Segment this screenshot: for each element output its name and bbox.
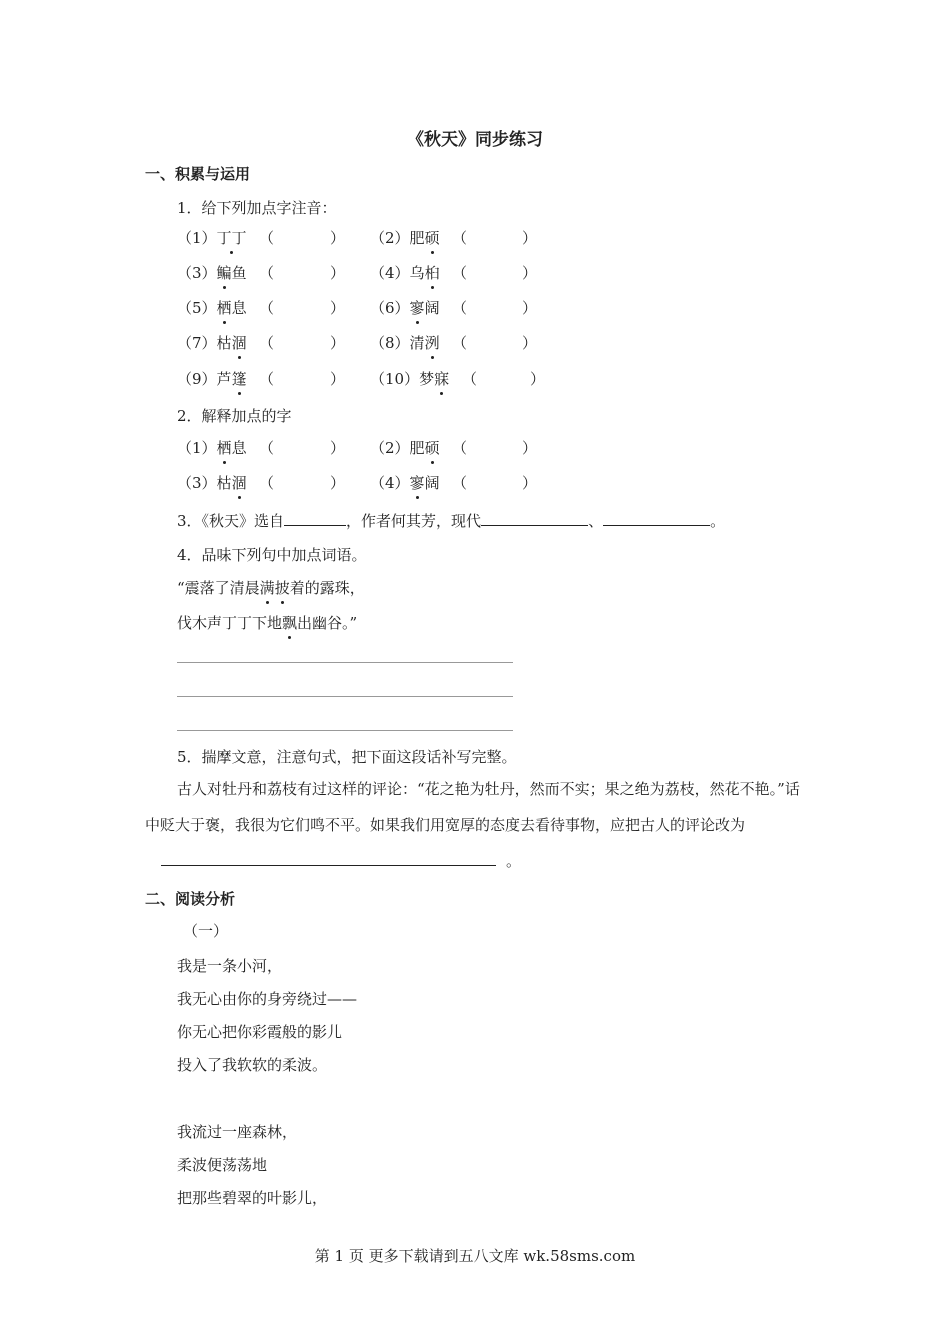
q4-l2-c: 出幽谷。” bbox=[297, 614, 358, 632]
poem-line: 把那些碧翠的叶影儿， bbox=[177, 1189, 328, 1207]
item-dotted-char: 涸 bbox=[231, 474, 247, 492]
item-text: 清 bbox=[409, 334, 425, 352]
q5-paragraph-text: 古人对牡丹和荔枝有过这样的评论：“花之艳为牡丹，然而不实；果之绝为荔枝，然花不艳。”话中贬大于褒，我很为它们鸣不平。如果我们用宽厚的态度去看待事物，应把古人的评论改为 bbox=[145, 780, 800, 834]
answer-paren-close: ） bbox=[330, 229, 346, 247]
q3-text-b: ，作者何其芳，现代 bbox=[346, 512, 482, 530]
pinyin-item bbox=[370, 297, 440, 318]
item-text: 鱼 bbox=[231, 264, 247, 282]
answer-paren-open: （ bbox=[259, 439, 275, 457]
q4-l1-d: 着的露珠， bbox=[289, 579, 365, 597]
q2-prompt: 2．解释加点的字 bbox=[177, 407, 292, 425]
item-text: 枯 bbox=[216, 334, 232, 352]
answer-paren-open: （ bbox=[259, 299, 275, 317]
item-dotted-char: 寥 bbox=[409, 474, 425, 492]
answer-paren-open: （ bbox=[452, 299, 468, 317]
answer-paren-open: （ bbox=[452, 229, 468, 247]
item-dotted-char: 硕 bbox=[424, 229, 440, 247]
q4-quote-line-1 bbox=[177, 577, 365, 598]
q4-l2-a: 伐木声丁丁下地 bbox=[177, 614, 283, 632]
q3-line bbox=[177, 510, 725, 531]
section-heading-2: 二、阅读分析 bbox=[145, 890, 236, 908]
pinyin-item bbox=[177, 262, 247, 283]
page-footer: 第 1 页 更多下载请到五八文库 wk.58sms.com bbox=[314, 1247, 636, 1265]
answer-paren-close: ） bbox=[522, 229, 538, 247]
answer-paren-close: ） bbox=[330, 334, 346, 352]
q4-dotted-pi: 披 bbox=[274, 579, 290, 597]
q3-text-d: 。 bbox=[710, 512, 726, 530]
answer-paren-open: （ bbox=[259, 370, 275, 388]
answer-paren-close: ） bbox=[330, 299, 346, 317]
item-number: （2） bbox=[370, 229, 410, 247]
answer-line-1[interactable] bbox=[177, 662, 513, 663]
pinyin-item bbox=[177, 297, 247, 318]
q3-blank-1[interactable] bbox=[481, 511, 588, 526]
poem-line: 我是一条小河， bbox=[177, 957, 283, 975]
item-text: 乌 bbox=[409, 264, 425, 282]
answer-slot[interactable] bbox=[470, 297, 522, 317]
section-heading-1: 一、积累与运用 bbox=[145, 165, 251, 183]
answer-paren-open: （ bbox=[259, 264, 275, 282]
item-dotted-char: 栖 bbox=[216, 439, 232, 457]
poem-line: 投入了我软软的柔波。 bbox=[177, 1056, 328, 1074]
item-number: （4） bbox=[370, 264, 410, 282]
q3-text-c: 、 bbox=[588, 512, 604, 530]
pinyin-item bbox=[177, 368, 247, 389]
answer-paren-close: ） bbox=[330, 474, 346, 492]
q5-answer-blank[interactable] bbox=[161, 851, 496, 866]
q3-blank-2[interactable] bbox=[603, 511, 710, 526]
item-number: （10） bbox=[370, 370, 420, 388]
page-title: 《秋天》同步练习 bbox=[407, 130, 543, 150]
q4-quote-line-2 bbox=[177, 612, 357, 633]
q4-l1-a: “震落了清晨 bbox=[177, 579, 260, 597]
item-number: （5） bbox=[177, 299, 217, 317]
item-text: 息 bbox=[231, 299, 247, 317]
item-number: （1） bbox=[177, 439, 217, 457]
item-text: 枯 bbox=[216, 474, 232, 492]
item-text: 息 bbox=[231, 439, 247, 457]
answer-paren-close: ） bbox=[522, 264, 538, 282]
item-dotted-char: 桕 bbox=[424, 264, 440, 282]
item-text: 肥 bbox=[409, 439, 425, 457]
answer-slot[interactable] bbox=[277, 227, 329, 247]
pinyin-item bbox=[177, 227, 247, 248]
answer-slot[interactable] bbox=[277, 368, 329, 388]
answer-slot[interactable] bbox=[277, 472, 329, 492]
q1-prompt: 1．给下列加点字注音： bbox=[177, 199, 337, 217]
poem-line: 我无心由你的身旁绕过—— bbox=[177, 990, 358, 1008]
poem-line: 柔波便荡荡地 bbox=[177, 1156, 268, 1174]
item-number: （1） bbox=[177, 229, 217, 247]
item-dotted-char: 硕 bbox=[424, 439, 440, 457]
answer-slot[interactable] bbox=[277, 437, 329, 457]
item-dotted-char: 丁丁 bbox=[216, 229, 247, 247]
answer-paren-close: ） bbox=[530, 370, 546, 388]
q5-prompt: 5．揣摩文意，注意句式，把下面这段话补写完整。 bbox=[177, 748, 517, 766]
answer-slot[interactable] bbox=[277, 332, 329, 352]
pinyin-item bbox=[177, 332, 247, 353]
pinyin-item bbox=[177, 472, 247, 493]
q3-blank-source[interactable] bbox=[284, 511, 346, 526]
answer-slot[interactable] bbox=[470, 472, 522, 492]
answer-paren-close: ） bbox=[522, 334, 538, 352]
item-number: （7） bbox=[177, 334, 217, 352]
answer-slot[interactable] bbox=[277, 297, 329, 317]
answer-paren-open: （ bbox=[259, 229, 275, 247]
answer-line-3[interactable] bbox=[177, 730, 513, 731]
answer-paren-close: ） bbox=[522, 299, 538, 317]
item-text: 芦 bbox=[216, 370, 232, 388]
q4-prompt: 4．品味下列句中加点词语。 bbox=[177, 546, 367, 564]
item-text: 梦 bbox=[419, 370, 435, 388]
pinyin-item bbox=[370, 368, 449, 389]
item-dotted-char: 栖 bbox=[216, 299, 232, 317]
q4-dotted-man: 满 bbox=[259, 579, 275, 597]
item-dotted-char: 洌 bbox=[424, 334, 440, 352]
item-number: （4） bbox=[370, 474, 410, 492]
answer-slot[interactable] bbox=[470, 368, 522, 388]
item-number: （9） bbox=[177, 370, 217, 388]
answer-paren-open: （ bbox=[452, 474, 468, 492]
answer-paren-open: （ bbox=[452, 264, 468, 282]
pinyin-item bbox=[370, 227, 440, 248]
answer-paren-open: （ bbox=[452, 334, 468, 352]
item-text: 肥 bbox=[409, 229, 425, 247]
item-text: 阔 bbox=[424, 299, 440, 317]
pinyin-item bbox=[370, 437, 440, 458]
poem-line: 我流过一座森林， bbox=[177, 1123, 298, 1141]
answer-slot[interactable] bbox=[470, 262, 522, 282]
answer-slot[interactable] bbox=[277, 262, 329, 282]
item-dotted-char: 寥 bbox=[409, 299, 425, 317]
item-number: （2） bbox=[370, 439, 410, 457]
item-dotted-char: 鳊 bbox=[216, 264, 232, 282]
answer-paren-open: （ bbox=[259, 334, 275, 352]
pinyin-item bbox=[370, 332, 440, 353]
q3-text-a: 3．《秋天》选自 bbox=[177, 512, 285, 530]
answer-slot[interactable] bbox=[470, 332, 522, 352]
item-number: （6） bbox=[370, 299, 410, 317]
answer-paren-close: ） bbox=[522, 474, 538, 492]
answer-paren-close: ） bbox=[330, 439, 346, 457]
answer-slot[interactable] bbox=[470, 227, 522, 247]
answer-paren-open: （ bbox=[259, 474, 275, 492]
answer-slot[interactable] bbox=[470, 437, 522, 457]
item-number: （3） bbox=[177, 474, 217, 492]
item-dotted-char: 篷 bbox=[231, 370, 247, 388]
poem-line: 你无心把你彩霞般的影儿 bbox=[177, 1023, 343, 1041]
pinyin-item bbox=[370, 262, 440, 283]
reading-part-label: （一） bbox=[183, 922, 229, 940]
answer-paren-close: ） bbox=[330, 264, 346, 282]
item-dotted-char: 寐 bbox=[434, 370, 450, 388]
q4-dotted-piao: 飘 bbox=[282, 614, 298, 632]
item-dotted-char: 涸 bbox=[231, 334, 247, 352]
pinyin-item bbox=[177, 437, 247, 458]
answer-paren-close: ） bbox=[522, 439, 538, 457]
answer-line-2[interactable] bbox=[177, 696, 513, 697]
item-text: 阔 bbox=[424, 474, 440, 492]
item-number: （8） bbox=[370, 334, 410, 352]
q5-paragraph bbox=[145, 771, 810, 879]
answer-paren-open: （ bbox=[452, 439, 468, 457]
answer-paren-open: （ bbox=[462, 370, 478, 388]
q5-end: 。 bbox=[506, 852, 522, 870]
item-number: （3） bbox=[177, 264, 217, 282]
pinyin-item bbox=[370, 472, 440, 493]
answer-paren-close: ） bbox=[330, 370, 346, 388]
